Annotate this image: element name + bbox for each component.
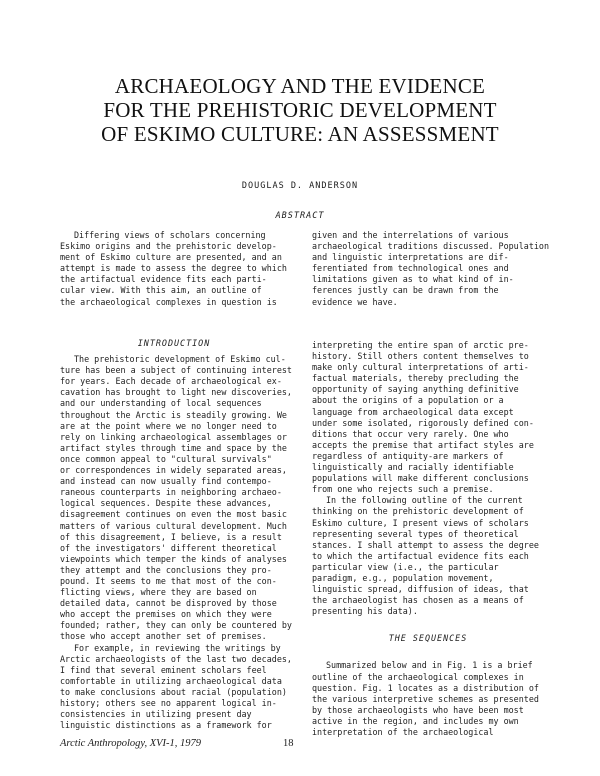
body-line: by those archaeologists who have been most [312,704,524,715]
body-line: matters of various cultural development. Much [60,520,287,531]
body-line: under some isolated, rigorously defined con- [312,417,534,428]
body-line: founded; rather, they can only be countered by [60,620,292,631]
body-line: history. Still others content themselves to [312,351,529,362]
title-line: FOR THE PREHISTORIC DEVELOPMENT [103,98,497,122]
body-line: raneous counterparts in neighboring archaeo- [60,487,282,498]
title-line: OF ESKIMO CULTURE: AN ASSESSMENT [101,122,499,146]
body-right-column [312,340,544,738]
abstract-line: ferences justly can be drawn from the [312,285,499,296]
body-line: rely on linking archaeological assemblages or [60,431,287,442]
body-line: to which the artifactual evidence fits each [312,550,529,561]
section-heading-sequences: THE SEQUENCES [388,633,468,644]
abstract-line: the archaeological complexes in question is [60,296,277,307]
body-line: In the following outline of the current [326,495,523,506]
body-line: Arctic archaeologists of the last two decades, [60,653,292,664]
body-line: pound. It seems to me that most of the con- [60,575,277,586]
abstract-line: attempt is made to assess the degree to which [60,263,287,274]
body-line: ture has been a subject of continuing interest [60,365,292,376]
body-line: linguistic spread, diffusion of ideas, that [312,584,529,595]
body-line: of this disagreement, I believe, is a result [60,531,282,542]
body-line: who accept the premises on which they were [60,609,272,620]
abstract-line: Eskimo origins and the prehistoric develop- [60,241,277,252]
body-line: those who accept another set of premises. [60,631,267,642]
page-number: 18 [283,738,294,749]
body-line: interpreting the entire span of arctic pre- [312,340,529,350]
body-line: history; others see no apparent logical in- [60,698,277,708]
body-line: logical sequences. Despite these advances, [60,498,272,509]
body-line: interpretation of the archaeological [312,727,494,737]
body-line: For example, in reviewing the writings by [74,642,281,653]
abstract-line: Differing views of scholars concerning [74,230,266,240]
body-line: active in the region, and includes my own [312,715,519,726]
abstract-line: given and the interrelations of various [312,230,509,240]
body-line: flicting views, where they are based on [60,587,257,598]
body-line: cavation has brought to light new discoveries, [60,387,292,398]
abstract-line: the artifactual evidence fits each parti- [60,274,267,285]
section-heading-introduction: INTRODUCTION [137,338,211,348]
body-line: ditions that occur very rarely. One who [312,428,509,439]
body-line: and instead can now usually find contempo- [60,476,272,487]
body-line: regardless of antiquity-are markers of [312,450,504,461]
body-line: and our understanding of local sequences [60,398,262,409]
body-line: linguistically and racially identifiable [312,462,514,473]
body-line: accepts the premise that artifact styles are [312,439,534,450]
body-line: make only cultural interpretations of arti- [312,362,529,373]
body-line: artifact styles through time and space by the [60,442,287,453]
abstract-line: cular view. With this aim, an outline of [60,285,262,296]
body-line: opportunity of saying anything definitive [312,384,519,395]
abstract-line: limitations given as to what kind of in- [312,274,514,285]
abstract-line: archaeological traditions discussed. Population [312,241,549,252]
body-line: linguistic distinctions as a framework for [60,720,272,731]
body-line: about the origins of a population or a [312,395,504,406]
body-line: of the investigators' different theoretical [60,542,277,553]
body-line: thinking on the prehistoric development of [312,506,524,517]
abstract-heading: ABSTRACT [275,211,325,221]
body-line: I find that several eminent scholars feel [60,664,267,675]
body-line: particular view (i.e., the particular [312,561,499,572]
body-line: once common appeal to "cultural survivals" [60,453,272,464]
body-line: Summarized below and in Fig. 1 is a brief [326,660,533,671]
body-line: for years. Each decade of archaeological ex- [60,376,282,387]
body-left-column [60,338,292,731]
journal-citation: Arctic Anthropology, XVI-1, 1979 [60,738,202,749]
body-line: paradigm, e.g., population movement, [312,572,494,583]
body-line: are at the point where we no longer need to [60,420,277,431]
body-line: outline of the archaeological complexes in [312,671,524,682]
abstract-right-column [312,230,549,308]
body-line: stances. I shall attempt to assess the degree [312,539,539,550]
abstract-line: ment of Eskimo culture are presented, and an [60,252,282,263]
body-line: they attempt and the conclusions they pro- [60,564,272,575]
article-title [60,74,540,146]
body-line: factual materials, thereby precluding the [312,373,519,384]
title-line: ARCHAEOLOGY AND THE EVIDENCE [114,74,486,98]
abstract-left-column [60,230,287,308]
author-name: DOUGLAS D. ANDERSON [241,181,359,191]
body-line: throughout the Arctic is steadily growing. We [60,409,287,420]
body-line: consistencies in utilizing present day [60,709,252,720]
body-line: comfortable in utilizing archaeological data [60,675,282,686]
body-line: or correspondences in widely separated areas, [60,465,287,476]
body-line: the archaeologist has chosen as a means of [312,595,524,606]
abstract-line: evidence we have. [312,296,398,307]
body-line: Eskimo culture, I present views of scholars [312,517,529,528]
body-line: detailed data, cannot be disproved by those [60,598,277,609]
body-line: to make conclusions about racial (population) [60,686,287,697]
body-line: presenting his data). [312,606,418,617]
body-line: populations will make different conclusions [312,473,529,484]
body-line: representing several types of theoretical [312,528,519,539]
abstract-line: ferentiated from technological ones and [312,263,509,274]
body-line: disagreement continues on even the most basic [60,509,287,520]
body-line: The prehistoric development of Eskimo cul- [74,354,286,365]
body-line: question. Fig. 1 locates as a distribution of [312,682,539,693]
body-line: viewpoints which temper the kinds of analyses [60,553,287,564]
body-line: the various interpretive schemes as presented [312,693,539,704]
body-line: language from archaeological data except [312,406,514,417]
abstract-line: and linguistic interpretations are dif- [312,252,509,263]
body-line: from one who rejects such a premise. [312,484,494,495]
